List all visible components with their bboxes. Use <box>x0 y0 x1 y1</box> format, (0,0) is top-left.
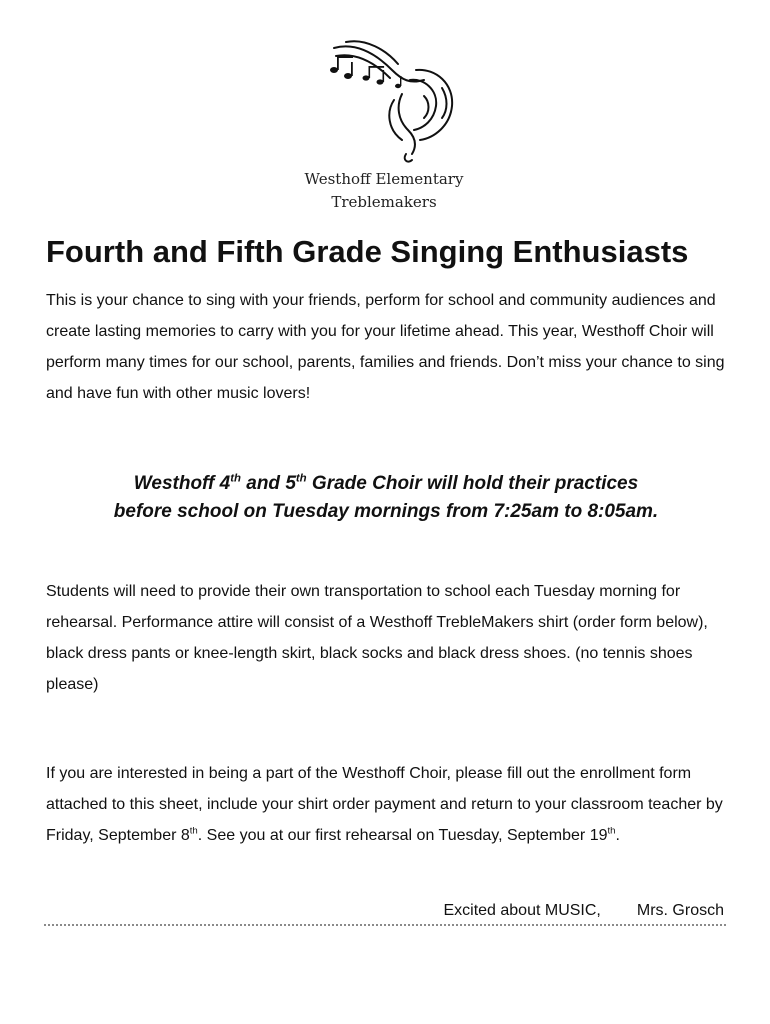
choir-logo <box>296 40 472 218</box>
notice-text-a: Westhoff 4 <box>133 473 231 494</box>
cut-line-divider <box>44 924 726 926</box>
notice-sup-1: th <box>230 472 241 485</box>
enroll-sup-2: th <box>607 825 616 837</box>
enroll-sup-1: th <box>189 825 198 837</box>
page-title: Fourth and Fifth Grade Singing Enthusiasts <box>46 234 689 269</box>
logo-group-name: Treblemakers <box>331 193 437 211</box>
notice-text-b: and 5 <box>240 473 296 494</box>
notice-line-2: before school on Tuesday mornings from 7:25am to 8:05am. <box>113 501 659 522</box>
enroll-text-b: . See you at our first rehearsal on Tuesday, September 19 <box>197 827 608 844</box>
practice-notice <box>46 470 726 526</box>
enroll-text-c: . <box>615 827 620 844</box>
signoff-text: Excited about MUSIC, <box>443 902 601 919</box>
signoff-name: Mrs. Grosch <box>636 902 724 919</box>
signoff <box>443 899 724 923</box>
notice-sup-2: th <box>295 472 307 485</box>
notice-text-c: Grade Choir will hold their practices <box>306 473 639 494</box>
transport-paragraph: Students will need to provide their own transportation to school each Tuesday morning for rehearsal. Performance attire will consist of a Westhoff TrebleMakers shirt (order form below), black dress pants or knee-length skirt, black socks and black dress shoes. (no tennis shoes please) <box>46 583 708 693</box>
intro-paragraph: This is your chance to sing with your friends, perform for school and community audiences and create lasting memories to carry with you for your lifetime ahead. This year, Westhoff Choir will perform many times for our school, parents, families and friends. Don’t miss your chance to sing and have fun with other music lovers! <box>46 292 725 402</box>
enroll-paragraph <box>46 758 736 851</box>
enroll-text-a: If you are interested in being a part of the Westhoff Choir, please fill out the enrollment form attached to this sheet, include your shirt order payment and return to your classroom teacher by Friday, September 8 <box>46 765 723 844</box>
logo-school-name: Westhoff Elementary <box>304 170 464 188</box>
music-notes-swirl-icon <box>306 40 462 164</box>
